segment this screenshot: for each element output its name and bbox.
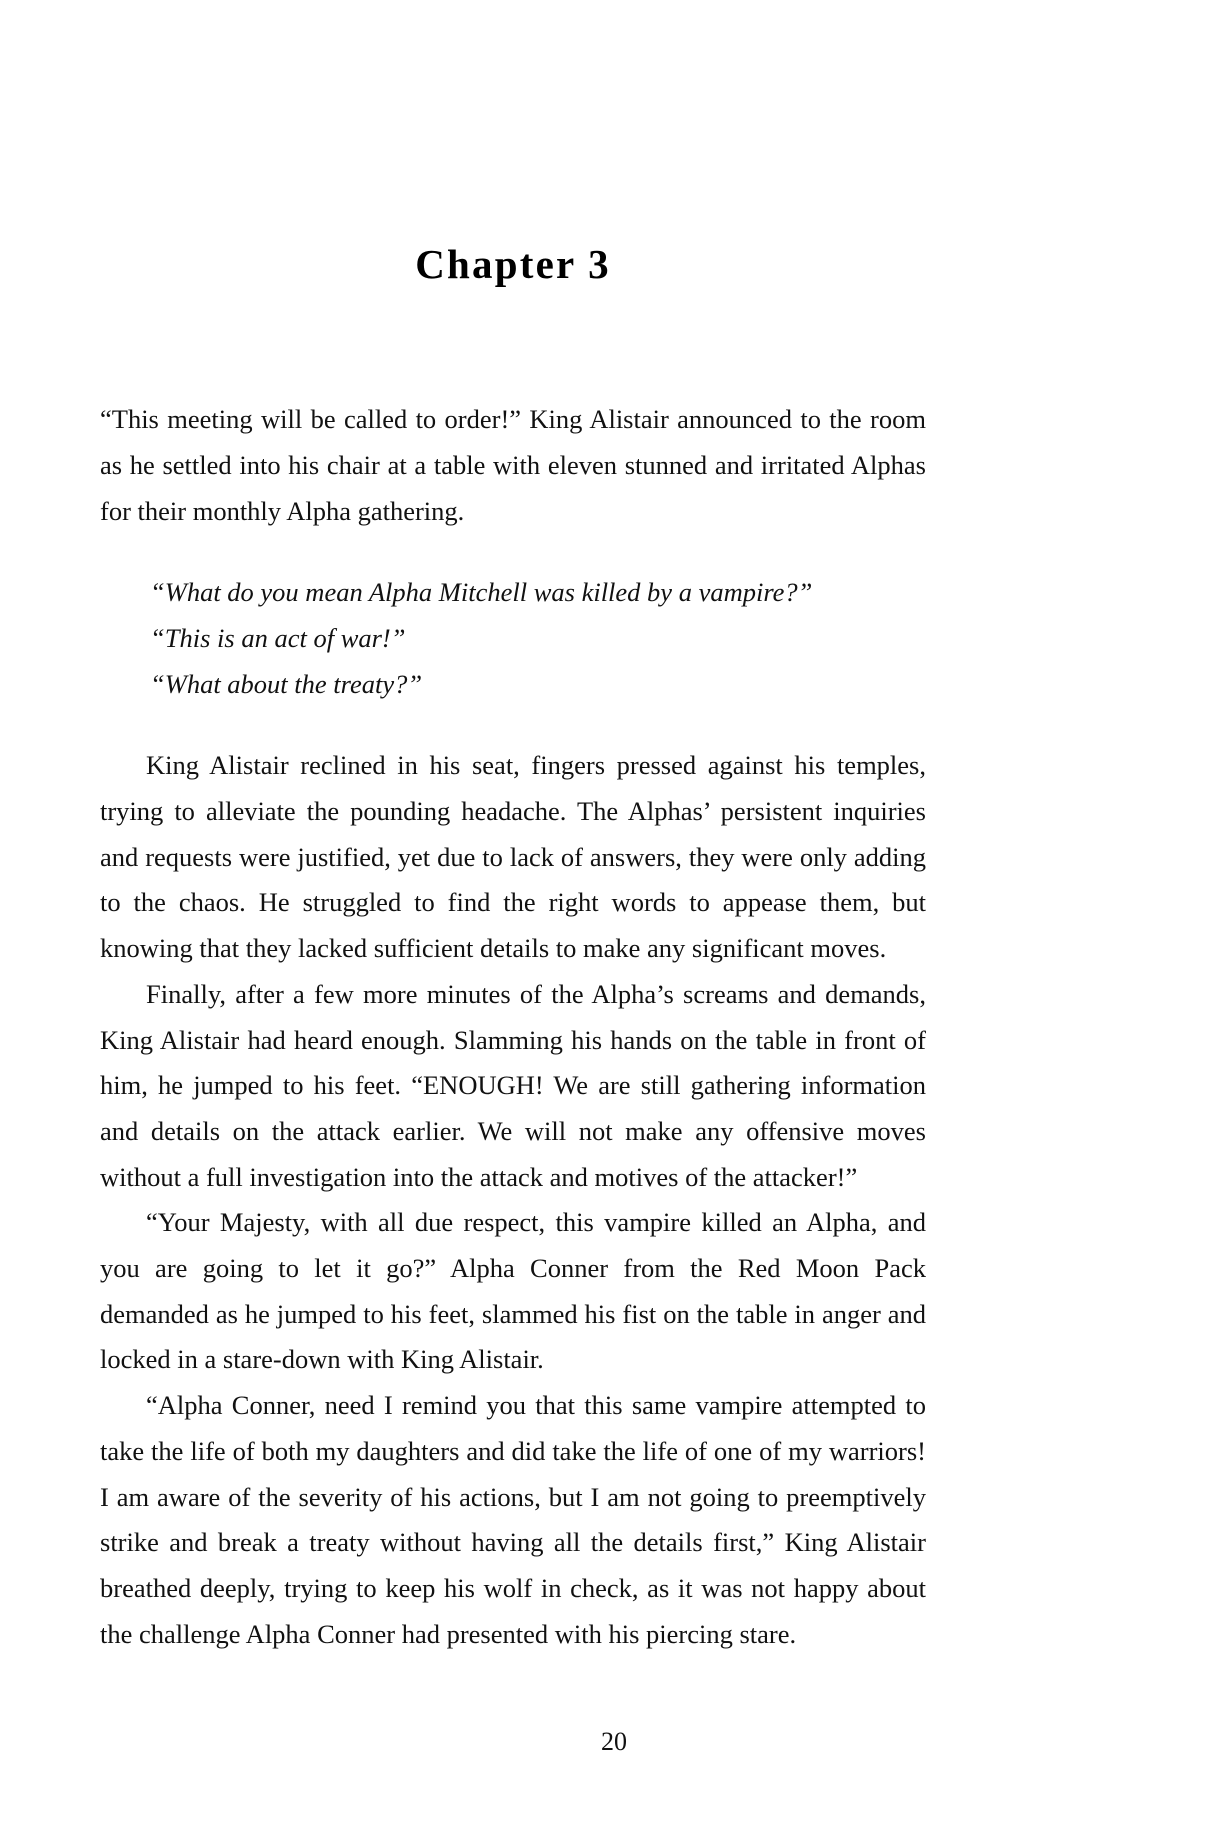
dialogue-line-3: “What about the treaty?” (150, 668, 423, 699)
paragraph-opening: “This meeting will be called to order!” King Alistair announced to the room as he settled into his chair at a table with eleven stunned and irritated Alphas for their monthly Alpha gathering. (100, 404, 926, 526)
chapter-heading: Chapter 3 (415, 241, 611, 287)
body-text (100, 397, 926, 1657)
paragraph-your-majesty: “Your Majesty, with all due respect, this vampire killed an Alpha, and you are going to let it go?” Alpha Conner from the Red Moon Pack demanded as he jumped to his feet, slammed his fist on the table in anger and locked in a stare-down with King Alistair. (100, 1207, 926, 1375)
page-number: 20 (601, 1727, 627, 1756)
dialogue-line-2: “This is an act of war!” (150, 622, 406, 653)
page-content (100, 0, 926, 1657)
dialogue-block (100, 570, 926, 707)
dialogue-line-1: “What do you mean Alpha Mitchell was killed by a vampire?” (150, 577, 813, 608)
paragraph-king-reclined: King Alistair reclined in his seat, fingers pressed against his temples, trying to alleviate the pounding headache. The Alphas’ persistent inquiries and requests were justified, yet due to lack of answers, they were only adding to the chaos. He struggled to find the right words to appease them, but knowing that they lacked sufficient details to make any significant moves. (100, 750, 926, 964)
paragraph-alpha-conner: “Alpha Conner, need I remind you that this same vampire attempted to take the life of both my daughters and did take the life of one of my warriors! I am aware of the severity of his actions, but I am not going to preemptively strike and break a treaty without having all the details first,” King Alistair breathed deeply, trying to keep his wolf in check, as it was not happy about the challenge Alpha Conner had presented with his piercing stare. (100, 1390, 926, 1649)
paragraph-finally: Finally, after a few more minutes of the Alpha’s screams and demands, King Alistair had heard enough. Slamming his hands on the table in front of him, he jumped to his feet. “ENOUGH! We are still gathering information and details on the attack earlier. We will not make any offensive moves without a full investigation into the attack and motives of the attacker!” (100, 978, 926, 1192)
